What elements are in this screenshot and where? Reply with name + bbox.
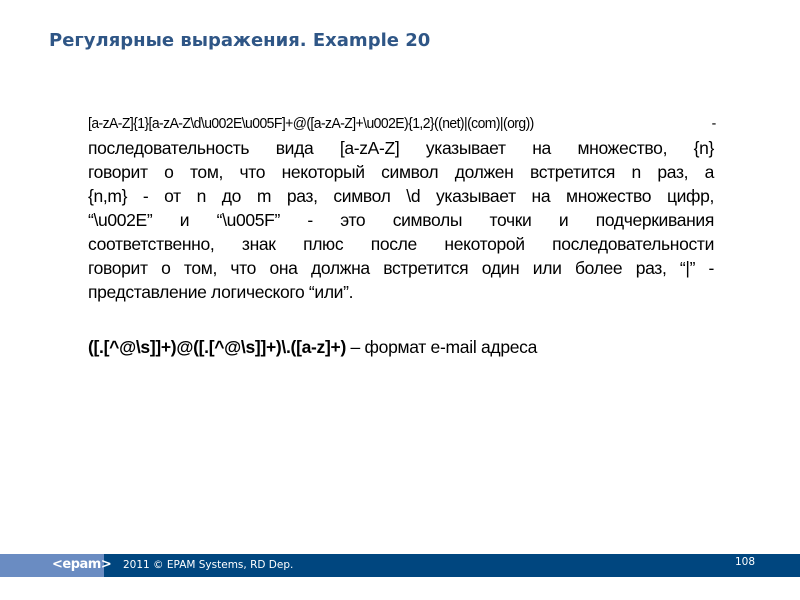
logo-box	[0, 554, 112, 577]
regex-line: [a-zA-Z]{1}[a-zA-Z\d\u002E\u005F]+@([a-zA-Z]+\u002E){1,2}((net)|(com)|(org)) -	[88, 115, 716, 132]
email-format-line	[88, 337, 537, 358]
explanation-text	[88, 112, 714, 304]
email-description: – формат e-mail адреса	[345, 337, 538, 357]
email-regex: ([.[^@\s]]+)@([.[^@\s]]+)\.([a-z]+)	[88, 337, 346, 357]
text-line: говорит о том, что некоторый символ должен встретится n раз, а	[88, 162, 714, 182]
epam-logo: <epam>	[52, 557, 112, 572]
page-number: 108	[734, 556, 755, 568]
footer-bar	[0, 554, 800, 577]
text-line: последовательность вида [a-zA-Z] указывает на множество, {n}	[88, 138, 714, 158]
text-line: говорит о том, что она должна встретится один или более раз, “|” -	[88, 258, 714, 278]
text-line: “\u002E” и “\u005F” - это символы точки и подчеркивания	[88, 210, 714, 230]
text-line: соответственно, знак плюс после некоторой последовательности	[88, 234, 714, 254]
copyright-text: 2011 © EPAM Systems, RD Dep.	[123, 559, 294, 571]
text-line: представление логического “или”.	[88, 282, 354, 302]
text-line: {n,m} - от n до m раз, символ \d указывает на множество цифр,	[88, 186, 714, 206]
slide-title: Регулярные выражения. Example 20	[49, 30, 431, 51]
